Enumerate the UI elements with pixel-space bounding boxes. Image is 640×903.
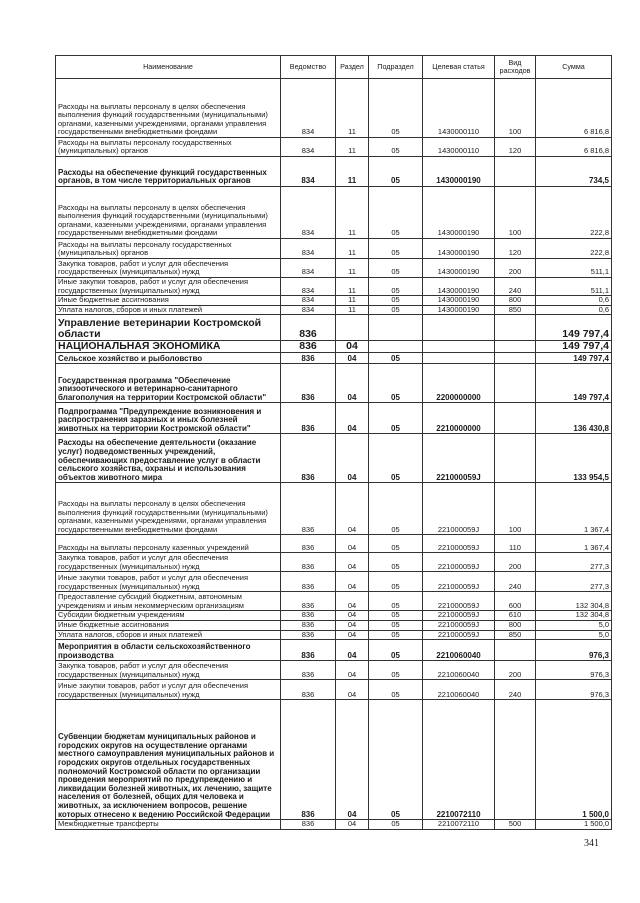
cell-summa: 149 797,4 <box>536 315 612 341</box>
cell-name: Межбюджетные трансферты <box>56 820 281 830</box>
cell-tselevaya-statya: 221000059J <box>423 572 495 592</box>
cell-summa: 734,5 <box>536 157 612 187</box>
cell-razdel: 04 <box>336 434 369 483</box>
cell-podrazdel: 05 <box>369 700 423 820</box>
cell-name: Расходы на выплаты персоналу государственных (муниципальных) органов <box>56 239 281 259</box>
cell-vid-rashodov: 240 <box>495 278 536 296</box>
cell-name: Подпрограмма "Предупреждение возникновения и распространения заразных и иных болезней животных на территории Костромской области" <box>56 403 281 434</box>
col-header-tselevaya: Целевая статья <box>423 56 495 79</box>
cell-vedomstvo: 834 <box>281 239 336 259</box>
cell-tselevaya-statya: 1430000190 <box>423 305 495 315</box>
cell-vid-rashodov: 100 <box>495 483 536 535</box>
cell-razdel: 04 <box>336 661 369 680</box>
cell-vedomstvo: 836 <box>281 315 336 341</box>
cell-summa: 976,3 <box>536 680 612 700</box>
cell-vid-rashodov: 100 <box>495 79 536 138</box>
cell-vid-rashodov <box>495 700 536 820</box>
table-row <box>56 79 612 138</box>
cell-razdel: 11 <box>336 259 369 278</box>
cell-vedomstvo: 836 <box>281 592 336 611</box>
cell-vedomstvo: 836 <box>281 630 336 640</box>
cell-summa: 0,6 <box>536 296 612 306</box>
cell-tselevaya-statya: 2210072110 <box>423 700 495 820</box>
cell-tselevaya-statya: 1430000190 <box>423 278 495 296</box>
cell-podrazdel: 05 <box>369 305 423 315</box>
table-row <box>56 278 612 296</box>
cell-razdel: 04 <box>336 630 369 640</box>
table-header-row <box>56 56 612 79</box>
cell-vedomstvo: 836 <box>281 680 336 700</box>
cell-podrazdel: 05 <box>369 278 423 296</box>
cell-name: Уплата налогов, сборов и иных платежей <box>56 630 281 640</box>
cell-podrazdel: 05 <box>369 820 423 830</box>
cell-name: Иные бюджетные ассигнования <box>56 620 281 630</box>
cell-podrazdel: 05 <box>369 553 423 572</box>
cell-podrazdel: 05 <box>369 535 423 553</box>
cell-podrazdel: 05 <box>369 157 423 187</box>
cell-vid-rashodov: 110 <box>495 535 536 553</box>
cell-summa: 149 797,4 <box>536 341 612 353</box>
cell-razdel: 11 <box>336 138 369 157</box>
cell-name: НАЦИОНАЛЬНАЯ ЭКОНОМИКА <box>56 341 281 353</box>
cell-vedomstvo: 836 <box>281 341 336 353</box>
cell-podrazdel: 05 <box>369 572 423 592</box>
col-header-name: Наименование <box>56 56 281 79</box>
table-row <box>56 553 612 572</box>
cell-summa: 1 367,4 <box>536 483 612 535</box>
cell-podrazdel: 05 <box>369 661 423 680</box>
cell-podrazdel: 05 <box>369 239 423 259</box>
table-row <box>56 483 612 535</box>
cell-vedomstvo: 836 <box>281 353 336 364</box>
budget-table <box>55 55 612 830</box>
table-row <box>56 403 612 434</box>
cell-tselevaya-statya: 2210060040 <box>423 680 495 700</box>
cell-tselevaya-statya: 221000059J <box>423 620 495 630</box>
col-header-razdel: Раздел <box>336 56 369 79</box>
cell-summa: 132 304,8 <box>536 611 612 621</box>
cell-summa: 6 816,8 <box>536 79 612 138</box>
cell-summa: 976,3 <box>536 640 612 661</box>
cell-vid-rashodov: 240 <box>495 572 536 592</box>
cell-name: Иные закупки товаров, работ и услуг для обеспечения государственных (муниципальных) нужд <box>56 572 281 592</box>
cell-name: Расходы на выплаты персоналу в целях обеспечения выполнения функций государственными (муниципальными) органами, казенными учреждениями, органами управления государственными внебюджетными фондами <box>56 187 281 239</box>
cell-name: Расходы на обеспечение функций государственных органов, в том числе территориальных органов <box>56 157 281 187</box>
cell-vid-rashodov: 200 <box>495 661 536 680</box>
cell-vedomstvo: 834 <box>281 296 336 306</box>
cell-vedomstvo: 836 <box>281 700 336 820</box>
cell-tselevaya-statya: 221000059J <box>423 535 495 553</box>
cell-summa: 1 500,0 <box>536 700 612 820</box>
col-header-summa: Сумма <box>536 56 612 79</box>
cell-vid-rashodov: 800 <box>495 620 536 630</box>
cell-razdel: 04 <box>336 640 369 661</box>
table-row <box>56 611 612 621</box>
cell-name: Субсидии бюджетным учреждениям <box>56 611 281 621</box>
cell-name: Закупка товаров, работ и услуг для обеспечения государственных (муниципальных) нужд <box>56 553 281 572</box>
cell-name: Расходы на обеспечение деятельности (оказание услуг) подведомственных учреждений, обеспечивающих предоставление услуг в области сельского хозяйства, охраны и использования объектов животного мира <box>56 434 281 483</box>
cell-podrazdel: 05 <box>369 483 423 535</box>
cell-podrazdel: 05 <box>369 620 423 630</box>
cell-name: Закупка товаров, работ и услуг для обеспечения государственных (муниципальных) нужд <box>56 259 281 278</box>
cell-razdel: 04 <box>336 483 369 535</box>
cell-razdel: 04 <box>336 572 369 592</box>
cell-vid-rashodov: 200 <box>495 259 536 278</box>
cell-vid-rashodov: 500 <box>495 820 536 830</box>
table-row <box>56 353 612 364</box>
cell-summa: 5,0 <box>536 630 612 640</box>
cell-summa: 6 816,8 <box>536 138 612 157</box>
cell-tselevaya-statya: 221000059J <box>423 611 495 621</box>
cell-podrazdel: 05 <box>369 434 423 483</box>
cell-razdel: 04 <box>336 341 369 353</box>
cell-vedomstvo: 836 <box>281 820 336 830</box>
cell-tselevaya-statya: 1430000110 <box>423 138 495 157</box>
cell-name: Субвенции бюджетам муниципальных районов и городских округов на осуществление органами местного самоуправления муниципальных районов и городских округов отдельных государственных полномочий Костромской области по организации проведения мероприятий по предупреждению и ликвидации болезней животных, их лечению, защите населения от болезней, общих для человека и животных, за исключением вопросов, решение которых отнесено к ведению Российской Федерации <box>56 700 281 820</box>
cell-tselevaya-statya: 2200000000 <box>423 364 495 403</box>
cell-summa: 149 797,4 <box>536 364 612 403</box>
cell-vid-rashodov <box>495 434 536 483</box>
col-header-vedomstvo: Ведомство <box>281 56 336 79</box>
cell-podrazdel: 05 <box>369 79 423 138</box>
cell-tselevaya-statya: 1430000190 <box>423 259 495 278</box>
cell-podrazdel: 05 <box>369 592 423 611</box>
cell-name: Иные бюджетные ассигнования <box>56 296 281 306</box>
table-row <box>56 535 612 553</box>
cell-razdel: 11 <box>336 296 369 306</box>
cell-vedomstvo: 834 <box>281 259 336 278</box>
cell-tselevaya-statya: 221000059J <box>423 592 495 611</box>
cell-tselevaya-statya: 221000059J <box>423 553 495 572</box>
cell-name: Иные закупки товаров, работ и услуг для обеспечения государственных (муниципальных) нужд <box>56 680 281 700</box>
cell-name: Расходы на выплаты персоналу в целях обеспечения выполнения функций государственными (муниципальными) органами, казенными учреждениями, органами управления государственными внебюджетными фондами <box>56 483 281 535</box>
cell-tselevaya-statya: 221000059J <box>423 630 495 640</box>
cell-podrazdel: 05 <box>369 611 423 621</box>
cell-podrazdel: 05 <box>369 640 423 661</box>
cell-vid-rashodov: 850 <box>495 630 536 640</box>
table-row <box>56 661 612 680</box>
cell-podrazdel: 05 <box>369 259 423 278</box>
cell-tselevaya-statya: 221000059J <box>423 483 495 535</box>
cell-summa: 133 954,5 <box>536 434 612 483</box>
cell-tselevaya-statya: 221000059J <box>423 434 495 483</box>
cell-vedomstvo: 836 <box>281 483 336 535</box>
cell-vedomstvo: 834 <box>281 187 336 239</box>
col-header-podrazdel: Подраздел <box>369 56 423 79</box>
cell-razdel: 11 <box>336 305 369 315</box>
cell-tselevaya-statya: 1430000190 <box>423 157 495 187</box>
cell-podrazdel <box>369 315 423 341</box>
cell-vid-rashodov: 800 <box>495 296 536 306</box>
cell-vid-rashodov: 600 <box>495 592 536 611</box>
cell-razdel: 04 <box>336 535 369 553</box>
cell-razdel: 11 <box>336 79 369 138</box>
cell-vedomstvo: 836 <box>281 553 336 572</box>
cell-name: Государственная программа "Обеспечение эпизоотического и ветеринарно-санитарного благополучия на территории Костромской области" <box>56 364 281 403</box>
cell-razdel: 04 <box>336 592 369 611</box>
cell-razdel <box>336 315 369 341</box>
cell-name: Иные закупки товаров, работ и услуг для обеспечения государственных (муниципальных) нужд <box>56 278 281 296</box>
cell-summa: 0,6 <box>536 305 612 315</box>
cell-summa: 511,1 <box>536 259 612 278</box>
cell-vedomstvo: 836 <box>281 572 336 592</box>
cell-podrazdel: 05 <box>369 630 423 640</box>
cell-podrazdel: 05 <box>369 187 423 239</box>
table-row <box>56 620 612 630</box>
table-row <box>56 640 612 661</box>
cell-vedomstvo: 836 <box>281 434 336 483</box>
cell-tselevaya-statya: 1430000190 <box>423 296 495 306</box>
cell-razdel: 04 <box>336 680 369 700</box>
cell-razdel: 04 <box>336 553 369 572</box>
cell-summa: 132 304,8 <box>536 592 612 611</box>
cell-name: Мероприятия в области сельскохозяйственного производства <box>56 640 281 661</box>
table-row <box>56 364 612 403</box>
cell-podrazdel: 05 <box>369 296 423 306</box>
cell-razdel: 04 <box>336 403 369 434</box>
cell-vedomstvo: 836 <box>281 364 336 403</box>
cell-name: Уплата налогов, сборов и иных платежей <box>56 305 281 315</box>
cell-name: Расходы на выплаты персоналу государственных (муниципальных) органов <box>56 138 281 157</box>
cell-vid-rashodov: 120 <box>495 138 536 157</box>
cell-vid-rashodov <box>495 315 536 341</box>
cell-podrazdel: 05 <box>369 403 423 434</box>
cell-tselevaya-statya: 2210000000 <box>423 403 495 434</box>
cell-vid-rashodov <box>495 341 536 353</box>
cell-vid-rashodov: 850 <box>495 305 536 315</box>
cell-podrazdel <box>369 341 423 353</box>
cell-vedomstvo: 834 <box>281 157 336 187</box>
cell-razdel: 04 <box>336 820 369 830</box>
table-row <box>56 434 612 483</box>
table-row <box>56 157 612 187</box>
cell-vedomstvo: 834 <box>281 138 336 157</box>
cell-vedomstvo: 836 <box>281 640 336 661</box>
table-row <box>56 187 612 239</box>
cell-summa: 511,1 <box>536 278 612 296</box>
cell-vid-rashodov: 240 <box>495 680 536 700</box>
cell-razdel: 11 <box>336 187 369 239</box>
cell-name: Управление ветеринарии Костромской области <box>56 315 281 341</box>
cell-summa: 1 500,0 <box>536 820 612 830</box>
cell-vid-rashodov <box>495 157 536 187</box>
table-row <box>56 341 612 353</box>
cell-summa: 1 367,4 <box>536 535 612 553</box>
cell-razdel: 04 <box>336 364 369 403</box>
table-row <box>56 592 612 611</box>
table-row <box>56 315 612 341</box>
cell-tselevaya-statya: 1430000110 <box>423 79 495 138</box>
table-body <box>56 79 612 830</box>
cell-name: Предоставление субсидий бюджетным, автономным учреждениям и иным некоммерческим организациям <box>56 592 281 611</box>
cell-podrazdel: 05 <box>369 364 423 403</box>
table-row <box>56 700 612 820</box>
cell-vid-rashodov: 200 <box>495 553 536 572</box>
cell-podrazdel: 05 <box>369 138 423 157</box>
cell-summa: 277,3 <box>536 572 612 592</box>
cell-tselevaya-statya: 1430000190 <box>423 239 495 259</box>
cell-vedomstvo: 834 <box>281 79 336 138</box>
cell-vedomstvo: 836 <box>281 535 336 553</box>
table-row <box>56 239 612 259</box>
table-row <box>56 820 612 830</box>
cell-razdel: 11 <box>336 278 369 296</box>
cell-tselevaya-statya: 1430000190 <box>423 187 495 239</box>
cell-name: Закупка товаров, работ и услуг для обеспечения государственных (муниципальных) нужд <box>56 661 281 680</box>
table-row <box>56 259 612 278</box>
cell-vid-rashodov: 610 <box>495 611 536 621</box>
cell-tselevaya-statya <box>423 341 495 353</box>
cell-summa: 277,3 <box>536 553 612 572</box>
cell-podrazdel: 05 <box>369 353 423 364</box>
cell-name: Расходы на выплаты персоналу в целях обеспечения выполнения функций государственными (муниципальными) органами, казенными учреждениями, органами управления государственными внебюджетными фондами <box>56 79 281 138</box>
cell-vedomstvo: 836 <box>281 620 336 630</box>
page-number: 341 <box>584 838 599 849</box>
cell-vid-rashodov: 120 <box>495 239 536 259</box>
cell-vid-rashodov <box>495 364 536 403</box>
cell-name: Расходы на выплаты персоналу казенных учреждений <box>56 535 281 553</box>
cell-vedomstvo: 836 <box>281 403 336 434</box>
cell-vedomstvo: 836 <box>281 611 336 621</box>
cell-podrazdel: 05 <box>369 680 423 700</box>
cell-vid-rashodov <box>495 353 536 364</box>
table-row <box>56 572 612 592</box>
cell-tselevaya-statya: 2210060040 <box>423 661 495 680</box>
cell-tselevaya-statya: 2210060040 <box>423 640 495 661</box>
cell-name: Сельское хозяйство и рыболовство <box>56 353 281 364</box>
cell-tselevaya-statya <box>423 315 495 341</box>
cell-razdel: 11 <box>336 157 369 187</box>
cell-tselevaya-statya: 2210072110 <box>423 820 495 830</box>
cell-tselevaya-statya <box>423 353 495 364</box>
table-row <box>56 630 612 640</box>
cell-summa: 136 430,8 <box>536 403 612 434</box>
table-row <box>56 680 612 700</box>
cell-summa: 5,0 <box>536 620 612 630</box>
cell-razdel: 04 <box>336 353 369 364</box>
table-row <box>56 305 612 315</box>
cell-summa: 976,3 <box>536 661 612 680</box>
cell-razdel: 04 <box>336 700 369 820</box>
cell-razdel: 04 <box>336 611 369 621</box>
cell-vedomstvo: 834 <box>281 305 336 315</box>
cell-summa: 222,8 <box>536 239 612 259</box>
cell-razdel: 11 <box>336 239 369 259</box>
table-row <box>56 296 612 306</box>
cell-summa: 149 797,4 <box>536 353 612 364</box>
table-row <box>56 138 612 157</box>
cell-vedomstvo: 836 <box>281 661 336 680</box>
col-header-vid: Вид расходов <box>495 56 536 79</box>
cell-vedomstvo: 834 <box>281 278 336 296</box>
cell-razdel: 04 <box>336 620 369 630</box>
cell-summa: 222,8 <box>536 187 612 239</box>
cell-vid-rashodov: 100 <box>495 187 536 239</box>
cell-vid-rashodov <box>495 640 536 661</box>
cell-vid-rashodov <box>495 403 536 434</box>
